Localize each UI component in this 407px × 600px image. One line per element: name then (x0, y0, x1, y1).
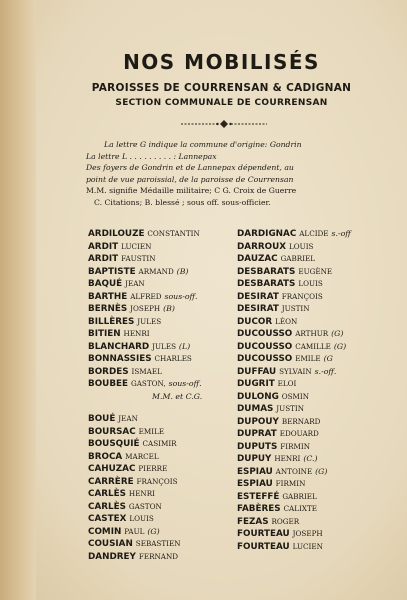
list-item (237, 466, 397, 479)
first-name: CALIXTE (283, 504, 318, 513)
annotation: M.M. et C.G. (152, 391, 203, 401)
list-item (88, 353, 248, 366)
surname: BONNASSIES (88, 354, 152, 364)
list-item (88, 526, 248, 539)
list-item (237, 541, 397, 554)
annotation: (G) (147, 526, 160, 536)
legend-line: M.M. signifie Médaille militaire; C G. Croix de Guerre (86, 186, 297, 195)
surname: DESBARATS (237, 266, 296, 277)
names-column-right (237, 228, 397, 553)
list-item (88, 538, 248, 551)
first-name: LUCIEN (121, 241, 152, 251)
first-name: PAUL (124, 526, 145, 536)
first-name: ARMAND (138, 266, 174, 276)
legend-line: Des foyers de Gondrin et de Lannepax dépendent, au (86, 163, 294, 172)
list-item (237, 366, 397, 379)
ornament-divider-icon (181, 119, 267, 129)
list-item (88, 501, 248, 514)
first-name: MARCEL (125, 451, 159, 461)
surname: BILLÈRES (88, 316, 135, 327)
first-name: HENRI (128, 489, 155, 498)
list-item (88, 291, 248, 304)
first-name: LUCIEN (292, 541, 323, 551)
first-name: EDOUARD (279, 429, 319, 438)
names-column-left (88, 228, 248, 563)
list-item (237, 228, 397, 241)
list-item (88, 253, 248, 266)
annotation: (B) (176, 266, 189, 276)
list-item (237, 441, 397, 454)
surname: BAPTISTE (88, 266, 136, 277)
first-name: JULES (152, 341, 176, 351)
first-name: OSMIN (281, 391, 310, 401)
surname: BARTHE (88, 291, 128, 302)
page-subtitle: PAROISSES DE COURRENSAN & CADIGNAN (91, 82, 352, 94)
list-item (88, 513, 248, 526)
first-name: JEAN (118, 414, 138, 423)
surname: FABÈRES (237, 504, 281, 514)
list-item (237, 391, 397, 404)
first-name: ARTHUR (295, 329, 329, 338)
list-item (237, 403, 397, 416)
first-name: CONSTANTIN (147, 229, 200, 238)
surname: DUCOUSSO (237, 341, 293, 352)
surname: ARDILOUZE (88, 229, 145, 239)
list-item (88, 391, 248, 404)
first-name: EUGÈNE (298, 266, 333, 276)
first-name: GASTON, (130, 379, 166, 388)
surname: BITIEN (88, 329, 121, 339)
list-item (237, 253, 397, 266)
surname: CARRÈRE (88, 476, 134, 487)
surname: COMIN (88, 526, 122, 537)
surname: DUCOR (237, 316, 273, 327)
legend-line: C. Citations; B. blessé ; sous off. sous-officier. (94, 197, 271, 207)
first-name: HENRI (123, 329, 150, 338)
first-name: ISMAEL (131, 366, 162, 376)
section-title: SECTION COMMUNALE DE COURRENSAN (115, 98, 328, 108)
surname: DAUZAC (237, 254, 278, 264)
surname: FOURTEAU (237, 541, 290, 552)
surname: BOURSAC (88, 426, 136, 437)
first-name: LOUIS (298, 279, 323, 288)
surname: BOUBEE (88, 379, 129, 389)
list-item (88, 413, 248, 426)
surname: DESIRAT (237, 291, 279, 302)
surname: DUCOUSSO (237, 354, 293, 364)
list-item (237, 428, 397, 441)
surname: CAHUZAC (88, 464, 136, 474)
surname: ARDIT (88, 241, 119, 252)
surname: DUFFAU (237, 366, 277, 377)
page-title: NOS MOBILISÉS (123, 50, 320, 74)
list-item (88, 328, 248, 341)
list-item (88, 228, 248, 241)
list-item (88, 303, 248, 316)
surname: BOUSQUIÉ (88, 439, 140, 449)
surname: CASTEX (88, 514, 127, 524)
first-name: JOSEPH (130, 304, 161, 313)
list-item (237, 328, 397, 341)
list-item (237, 503, 397, 516)
first-name: JUSTIN (281, 304, 310, 313)
first-name: GABRIEL (282, 491, 317, 501)
list-item (88, 488, 248, 501)
list-item (237, 528, 397, 541)
surname: ESPIAU (237, 466, 273, 477)
list-item (237, 516, 397, 529)
surname: DUPOUY (237, 416, 279, 427)
first-name: FRANÇOIS (281, 291, 323, 301)
legend-line: La lettre G indique la commune d'origine: Gondrin (104, 140, 302, 149)
list-item (237, 491, 397, 504)
surname: FEZAS (237, 516, 269, 527)
surname: DUPUY (237, 454, 272, 464)
list-item (88, 438, 248, 451)
surname: DESIRAT (237, 304, 279, 314)
list-item (88, 241, 248, 254)
annotation: (G) (315, 466, 328, 476)
first-name: JOSEPH (292, 529, 323, 538)
list-item (237, 291, 397, 304)
list-item (237, 378, 397, 391)
first-name: GABRIEL (280, 254, 316, 263)
list-item (237, 478, 397, 491)
book-gutter (0, 0, 36, 600)
annotation: (B) (163, 304, 175, 313)
first-name: ROGER (271, 516, 300, 526)
first-name: BERNARD (281, 416, 321, 426)
surname: DULONG (237, 391, 279, 402)
annotation: (C.) (303, 454, 318, 463)
surname: CARLÈS (88, 501, 126, 512)
list-item (237, 416, 397, 429)
first-name: ELOI (277, 379, 297, 388)
list-item (88, 426, 248, 439)
first-name: SYLVAIN (279, 366, 312, 376)
legend-line: point de vue paroissial, de la paroisse de Courrensan (86, 174, 294, 184)
first-name: CAMILLE (295, 341, 331, 351)
annotation: s.-off (331, 229, 351, 238)
first-name: SEBASTIEN (135, 539, 181, 548)
surname: DANDREY (88, 551, 136, 562)
first-name: ANTOINE (275, 466, 313, 476)
annotation: (L) (178, 341, 191, 351)
annotation: s.-off. (314, 366, 337, 376)
list-item (237, 341, 397, 354)
list-item (88, 551, 248, 564)
surname: BLANCHARD (88, 341, 150, 352)
first-name: JULES (137, 316, 162, 326)
surname: BOUÉ (88, 414, 116, 424)
first-name: FIRMIN (275, 479, 306, 488)
list-item (237, 266, 397, 279)
first-name: CASIMIR (142, 439, 177, 448)
list-item (88, 366, 248, 379)
first-name: EMILE (138, 426, 165, 436)
surname: DUCOUSSO (237, 329, 293, 339)
first-name: FERNAND (138, 551, 179, 561)
first-name: JEAN (125, 279, 145, 288)
surname: BROCA (88, 451, 123, 462)
surname: ARDIT (88, 254, 119, 264)
annotation: sous-off. (164, 291, 198, 301)
list-item (88, 378, 248, 391)
legend-line: La lettre L . . . . . . . . . : Lannepax (86, 151, 217, 161)
list-item (237, 353, 397, 366)
surname: CARLÈS (88, 489, 126, 499)
list-item (88, 476, 248, 489)
first-name: LÉON (275, 316, 298, 326)
surname: BERNÈS (88, 304, 128, 314)
first-name: PIERRE (138, 464, 168, 473)
list-item (237, 453, 397, 466)
list-item (88, 463, 248, 476)
surname: DARROUX (237, 241, 287, 252)
surname: DUPUTS (237, 441, 278, 452)
list-item (237, 278, 397, 291)
surname: ESPIAU (237, 479, 273, 489)
list-item (88, 316, 248, 329)
list-item (88, 278, 248, 291)
list-item (88, 451, 248, 464)
first-name: GASTON (128, 501, 162, 511)
surname: COUSIAN (88, 539, 133, 549)
list-item (237, 316, 397, 329)
first-name: ALCIDE (299, 229, 329, 238)
first-name: FAUSTIN (121, 254, 156, 263)
surname: DUPRAT (237, 429, 277, 439)
first-name: HENRI (274, 454, 301, 463)
annotation: (G) (333, 341, 347, 351)
first-name: JUSTIN (276, 404, 305, 413)
annotation: (G (323, 354, 333, 363)
first-name: CHARLES (154, 354, 192, 363)
list-item (88, 403, 248, 413)
surname: FOURTEAU (237, 529, 290, 539)
list-item (237, 303, 397, 316)
first-name: ALFRED (130, 291, 162, 301)
annotation: (G) (331, 329, 344, 338)
legend-block (86, 139, 376, 208)
surname: BORDES (88, 366, 129, 377)
first-name: FRANÇOIS (136, 476, 178, 486)
first-name: EMILE (295, 354, 321, 363)
annotation: sous-off. (168, 379, 202, 388)
surname: BAQUÉ (88, 279, 123, 289)
list-item (237, 241, 397, 254)
surname: DESBARATS (237, 279, 296, 289)
surname: DUGRIT (237, 379, 275, 389)
first-name: FIRMIN (280, 441, 311, 451)
surname: ESTEFFÉ (237, 491, 280, 502)
surname: DUMAS (237, 404, 274, 414)
first-name: LOUIS (129, 514, 154, 523)
first-name: LOUIS (288, 241, 314, 251)
surname: DARDIGNAC (237, 229, 297, 239)
list-item (88, 341, 248, 354)
list-item (88, 266, 248, 279)
